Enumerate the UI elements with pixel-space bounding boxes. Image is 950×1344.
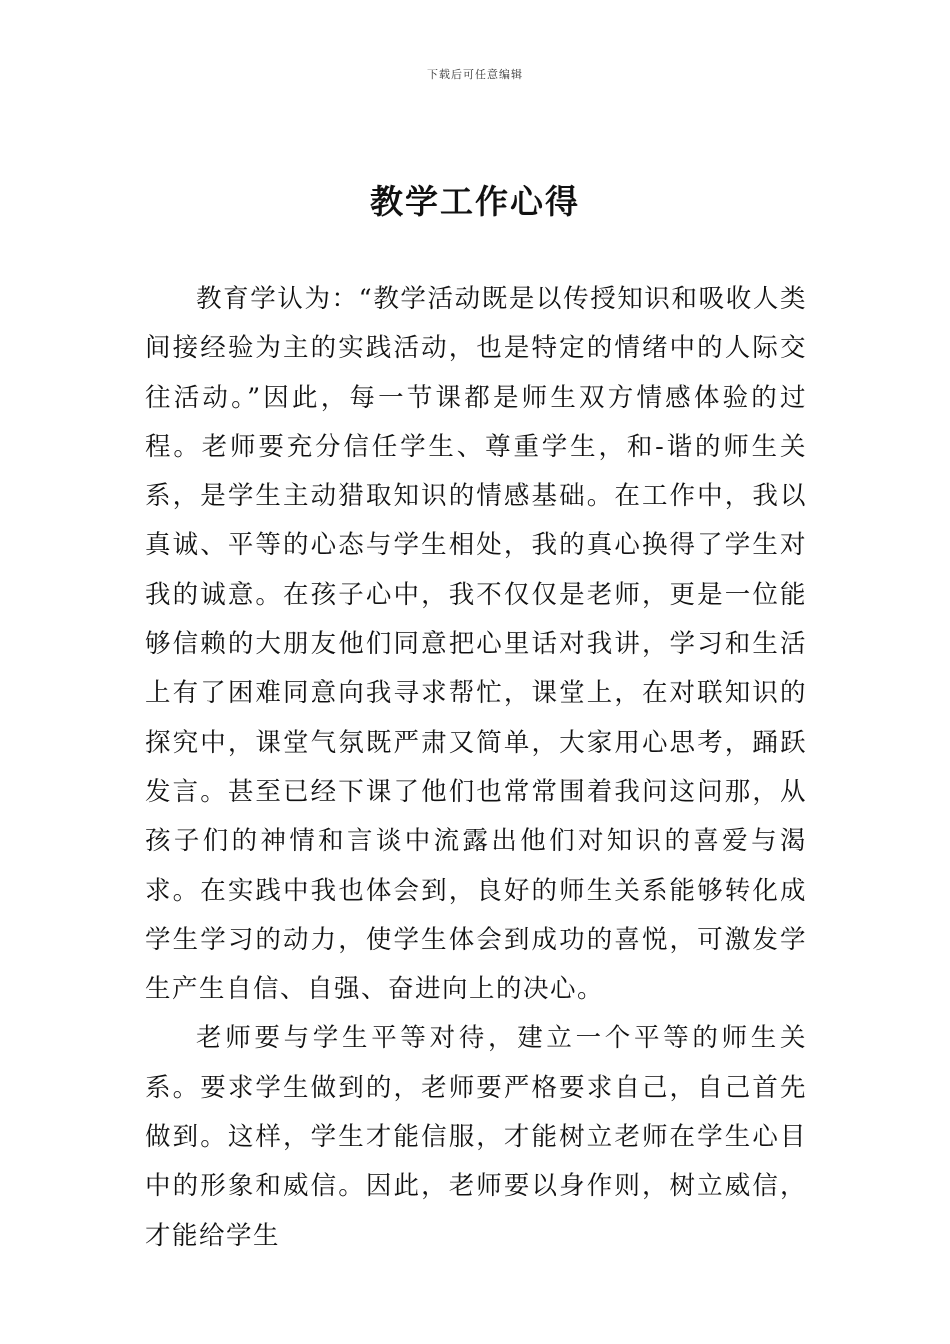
- paragraph-1: 教育学认为：“教学活动既是以传授知识和吸收人类间接经验为主的实践活动，也是特定的情绪中的人际交往活动。”因此，每一节课都是师生双方情感体验的过程。老师要充分信任学生、尊重学生，和-谐的师生关系，是学生主动猎取知识的情感基础。在工作中，我以真诚、平等的心态与学生相处，我的真心换得了学生对我的诚意。在孩子心中，我不仅仅是老师，更是一位能够信赖的大朋友他们同意把心里话对我讲，学习和生活上有了困难同意向我寻求帮忙，课堂上，在对联知识的探究中，课堂气氛既严肃又简单，大家用心思考，踊跃发言。甚至已经下课了他们也常常围着我问这问那，从孩子们的神情和言谈中流露出他们对知识的喜爱与渴求。在实践中我也体会到，良好的师生关系能够转化成学生学习的动力，使学生体会到成功的喜悦，可激发学生产生自信、自强、奋进向上的决心。: [145, 284, 807, 1005]
- page-title: 教学工作心得: [370, 182, 580, 221]
- document-body: [145, 275, 807, 1261]
- paragraph-2: 老师要与学生平等对待，建立一个平等的师生关系。要求学生做到的，老师要严格要求自己，自己首先做到。这样，学生才能信服，才能树立老师在学生心目中的形象和威信。因此，老师要以身作则，树立威信，才能给学生: [145, 1023, 807, 1251]
- header-note: 下载后可任意编辑: [427, 68, 523, 81]
